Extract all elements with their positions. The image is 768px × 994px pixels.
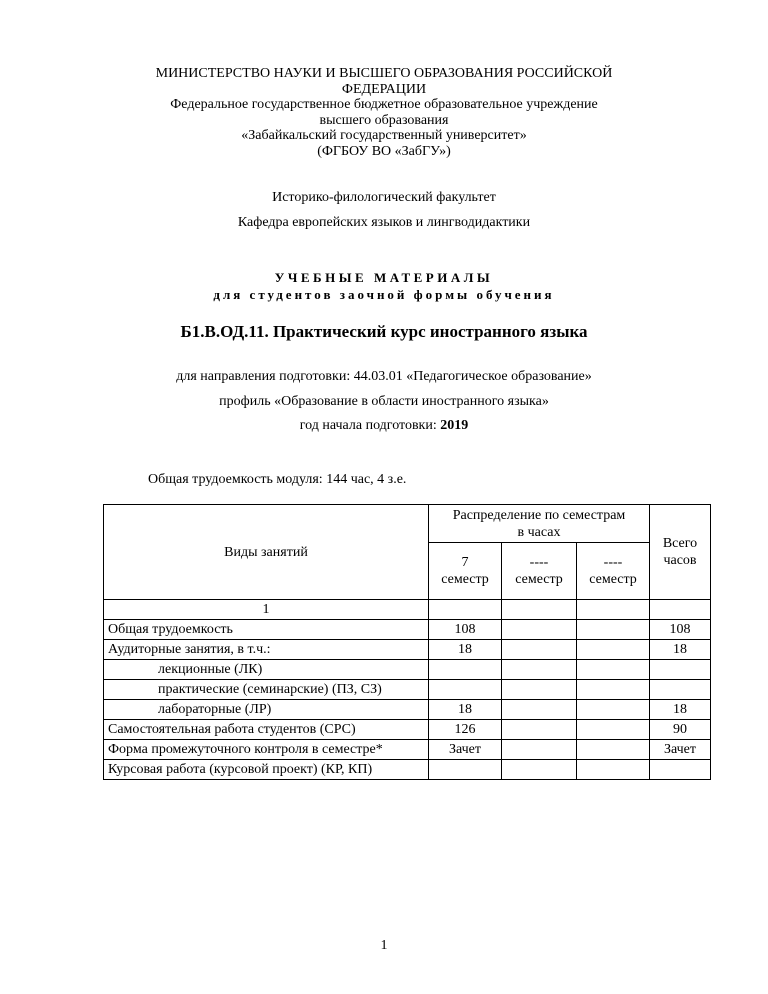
row-sem1: 108 <box>429 620 502 640</box>
row-sem1 <box>429 660 502 680</box>
semester-2-number: ---- <box>529 555 549 571</box>
row-sem2 <box>502 660 577 680</box>
row-label: Курсовая работа (курсовой проект) (КР, КП) <box>104 760 429 780</box>
row-sem2 <box>502 680 577 700</box>
semester-3-label: семестр <box>589 572 637 588</box>
hours-table <box>103 504 711 780</box>
header-activity: Виды занятий <box>104 505 429 600</box>
profile: профиль «Образование в области иностранного языка» <box>219 394 549 409</box>
row-sem3 <box>577 600 650 620</box>
row-sem3 <box>577 620 650 640</box>
start-year-label: год начала подготовки: <box>299 418 441 433</box>
faculty: Историко-филологический факультет <box>272 190 496 205</box>
table-row <box>104 640 711 660</box>
row-label: Форма промежуточного контроля в семестре* <box>104 740 429 760</box>
university-name: «Забайкальский государственный университет» <box>241 128 527 143</box>
materials-title: УЧЕБНЫЕ МАТЕРИАЛЫ <box>274 270 494 285</box>
row-sem1 <box>429 680 502 700</box>
header-distribution-line-1: Распределение по семестрам <box>452 507 626 523</box>
semester-1-label: семестр <box>441 572 489 588</box>
row-sem2 <box>502 740 577 760</box>
start-year-value: 2019 <box>440 418 469 433</box>
row-sem3 <box>577 760 650 780</box>
row-sem2 <box>502 760 577 780</box>
institution-line-2: высшего образования <box>319 112 449 128</box>
row-sem2 <box>502 600 577 620</box>
row-sem1: 18 <box>429 700 502 720</box>
row-sem2 <box>502 640 577 660</box>
header-distribution-line-2: в часах <box>517 524 561 540</box>
row-sem1 <box>429 600 502 620</box>
row-total: 18 <box>650 700 711 720</box>
row-total <box>650 760 711 780</box>
table-row <box>104 720 711 740</box>
header-semester-2 <box>502 543 577 600</box>
row-total <box>650 660 711 680</box>
header-semester-3 <box>577 543 650 600</box>
materials-subtitle: для студентов заочной формы обучения <box>213 287 555 302</box>
row-sem3 <box>577 700 650 720</box>
row-total: 18 <box>650 640 711 660</box>
row-total <box>650 680 711 700</box>
row-sem2 <box>502 620 577 640</box>
row-label: Аудиторные занятия, в т.ч.: <box>104 640 429 660</box>
university-abbrev: (ФГБОУ ВО «ЗабГУ») <box>317 143 451 159</box>
course-title: Б1.В.ОД.11. Практический курс иностранного языка <box>180 322 588 341</box>
table-row <box>104 620 711 640</box>
row-sem3 <box>577 740 650 760</box>
row-sem2 <box>502 700 577 720</box>
row-sem2 <box>502 720 577 740</box>
row-total: 108 <box>650 620 711 640</box>
table-row <box>104 760 711 780</box>
workload: Общая трудоемкость модуля: 144 час, 4 з.е. <box>148 472 407 487</box>
row-sem3 <box>577 660 650 680</box>
row-label: Самостоятельная работа студентов (СРС) <box>104 720 429 740</box>
semester-2-label: семестр <box>515 572 563 588</box>
row-sem1: 18 <box>429 640 502 660</box>
institution-line-1: Федеральное государственное бюджетное образовательное учреждение <box>170 97 598 112</box>
header-semester-1 <box>429 543 502 600</box>
table-row <box>104 660 711 680</box>
row-label: лабораторные (ЛР) <box>104 700 429 720</box>
table-row <box>104 700 711 720</box>
ministry-line-2: ФЕДЕРАЦИИ <box>341 81 427 97</box>
table-row <box>104 740 711 760</box>
table-header-row <box>104 505 711 543</box>
row-total: Зачет <box>650 740 711 760</box>
department: Кафедра европейских языков и лингводидактики <box>237 215 531 230</box>
row-label: 1 <box>104 600 429 620</box>
row-label: практические (семинарские) (ПЗ, СЗ) <box>104 680 429 700</box>
direction: для направления подготовки: 44.03.01 «Педагогическое образование» <box>176 369 592 384</box>
row-sem3 <box>577 680 650 700</box>
row-label: Общая трудоемкость <box>104 620 429 640</box>
start-year <box>0 418 768 434</box>
table-row <box>104 600 711 620</box>
document-header <box>0 66 768 159</box>
table-row <box>104 680 711 700</box>
header-total-line-1: Всего <box>662 536 698 551</box>
row-total: 90 <box>650 720 711 740</box>
page-number: 1 <box>380 938 388 953</box>
row-sem1 <box>429 760 502 780</box>
row-sem1: 126 <box>429 720 502 740</box>
header-distribution <box>429 505 650 543</box>
header-total <box>650 505 711 600</box>
row-sem3 <box>577 720 650 740</box>
semester-3-number: ---- <box>603 555 623 571</box>
row-sem3 <box>577 640 650 660</box>
row-sem1: Зачет <box>429 740 502 760</box>
row-label: лекционные (ЛК) <box>104 660 429 680</box>
header-total-line-2: часов <box>663 553 697 568</box>
ministry-line-1: МИНИСТЕРСТВО НАУКИ И ВЫСШЕГО ОБРАЗОВАНИЯ РОССИЙСКОЙ <box>155 66 613 81</box>
row-total <box>650 600 711 620</box>
semester-1-number: 7 <box>461 555 469 571</box>
